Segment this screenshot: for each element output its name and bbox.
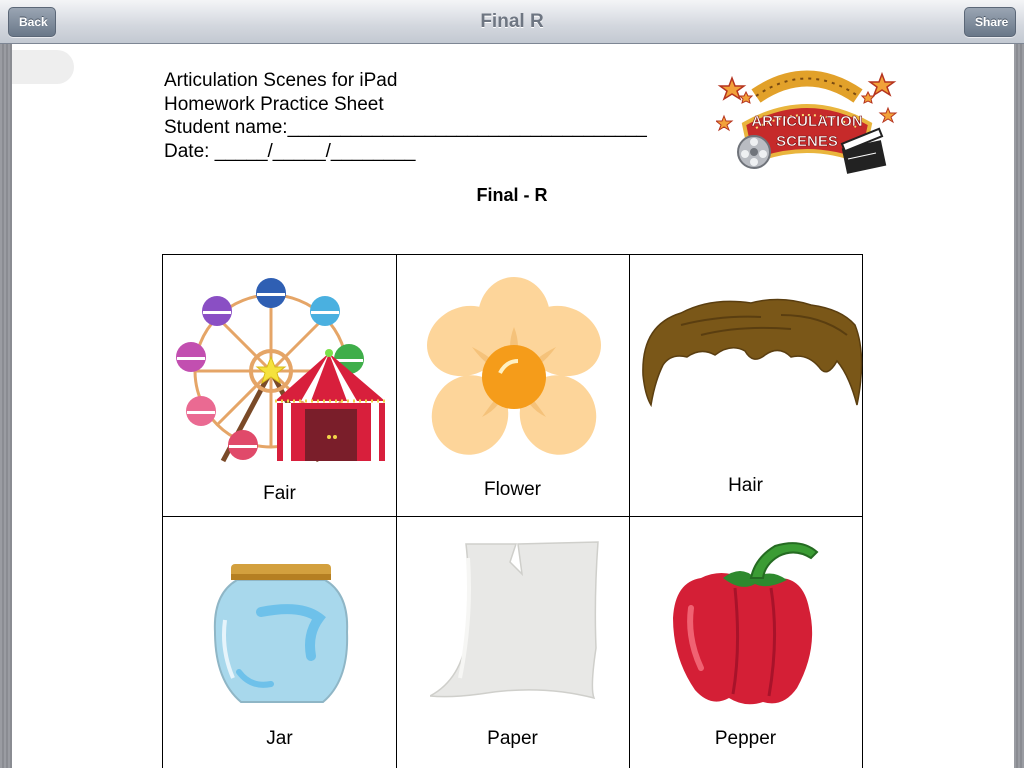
date-line: Date: _____/_____/________ <box>164 140 416 162</box>
app-name-line: Articulation Scenes for iPad <box>164 70 398 91</box>
sheet-type-line: Homework Practice Sheet <box>164 93 384 115</box>
picture-card-grid <box>162 254 863 768</box>
card-label: Fair <box>263 483 296 504</box>
card-jar[interactable] <box>163 516 397 768</box>
jar-icon <box>211 560 351 708</box>
right-margin <box>1014 44 1024 768</box>
back-button[interactable]: Back <box>8 7 56 37</box>
logo-text-bottom: SCENES <box>776 133 838 150</box>
card-fair[interactable] <box>163 255 397 517</box>
articulation-scenes-logo <box>716 66 898 176</box>
logo-text-top: ARTICULATION <box>751 113 863 130</box>
card-paper[interactable] <box>396 516 630 768</box>
card-label: Flower <box>483 479 541 500</box>
paper-icon <box>430 538 602 702</box>
share-button[interactable]: Share <box>964 7 1016 37</box>
student-name-line: Student name:__________________________________ <box>164 117 647 138</box>
sheet-header <box>164 69 647 163</box>
nav-title: Final R <box>480 11 544 32</box>
card-hair[interactable] <box>629 255 863 517</box>
left-margin <box>0 44 12 768</box>
card-label: Paper <box>487 728 538 749</box>
sheet-title: Final - R <box>476 185 548 205</box>
card-label: Hair <box>728 475 763 496</box>
card-pepper[interactable] <box>629 516 863 768</box>
ferris-wheel-tent-icon <box>171 277 391 463</box>
navigation-bar <box>0 0 1024 44</box>
card-label: Jar <box>266 728 293 749</box>
card-label: Pepper <box>714 728 777 749</box>
page-indicator <box>12 50 74 84</box>
flower-icon <box>422 277 606 459</box>
hair-icon <box>641 295 863 407</box>
card-flower[interactable] <box>396 255 630 517</box>
pepper-icon <box>671 538 831 710</box>
